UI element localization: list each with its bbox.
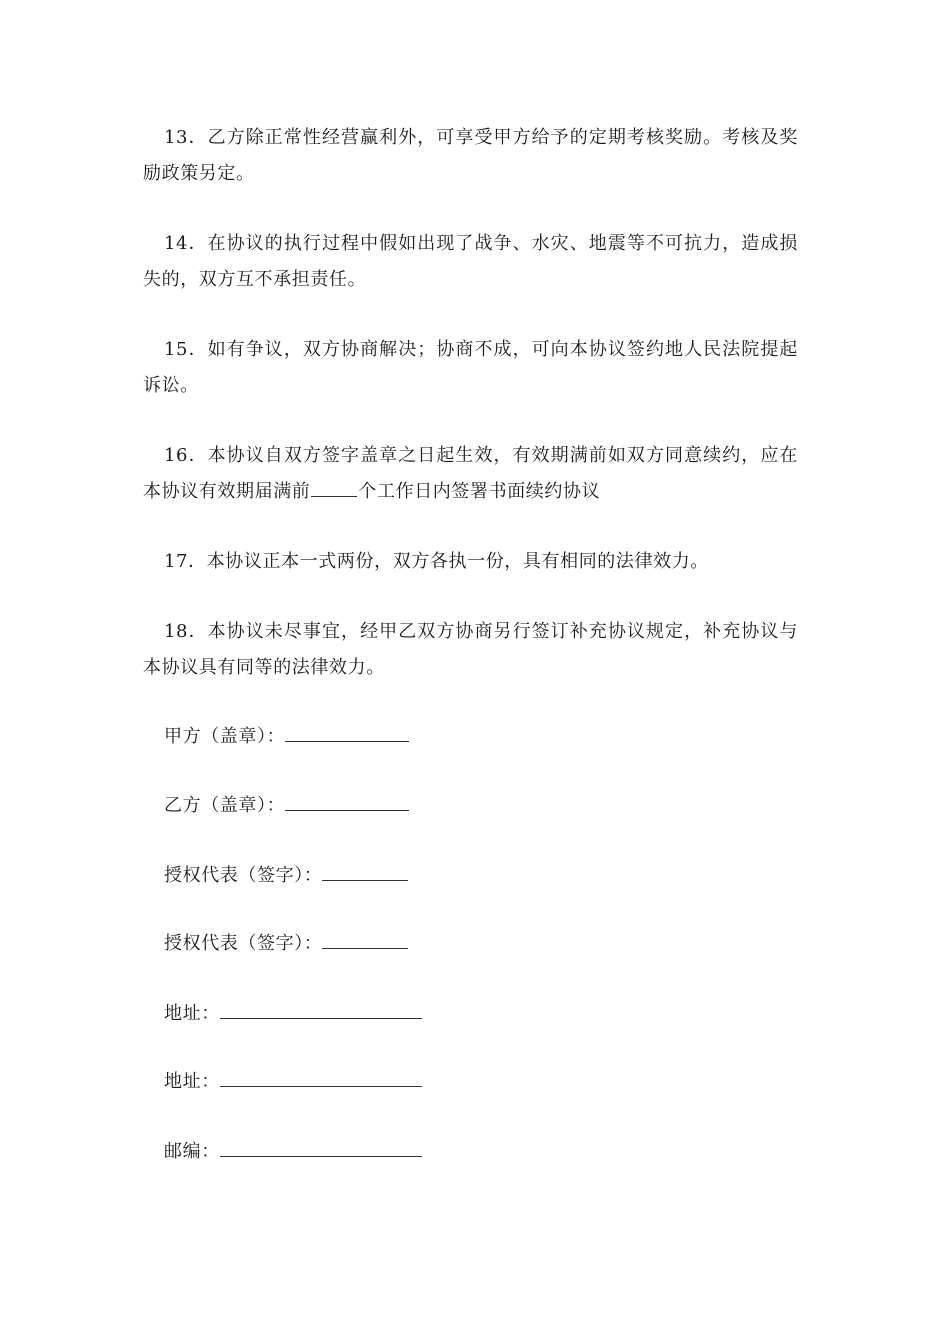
authorized-rep-label-1: 授权代表（签字）： [164, 865, 323, 886]
authorized-rep-field-1 [164, 862, 408, 889]
address-blank-2[interactable] [220, 1068, 422, 1087]
address-label-1: 地址： [164, 1003, 220, 1024]
clause-15: 15．如有争议，双方协商解决；协商不成，可向本协议签约地人民法院提起诉讼。 [143, 339, 798, 396]
clause-16-text-before: 16．本协议自双方签字盖章之日起生效，有效期满前如双方同意续约，应在本协议有效期届满前 [143, 445, 798, 502]
party-a-seal-field [164, 723, 409, 750]
party-b-seal-blank[interactable] [285, 792, 409, 811]
authorized-rep-label-2: 授权代表（签字）： [164, 933, 323, 954]
party-b-seal-label: 乙方（盖章）： [164, 795, 286, 816]
clause-13: 13．乙方除正常性经营赢利外，可享受甲方给予的定期考核奖励。考核及奖励政策另定。 [143, 127, 798, 184]
authorized-rep-blank-1[interactable] [322, 862, 408, 881]
clause-17: 17．本协议正本一式两份，双方各执一份，具有相同的法律效力。 [164, 551, 709, 572]
party-b-seal-field [164, 792, 409, 819]
postcode-label: 邮编： [164, 1141, 220, 1162]
address-field-1 [164, 1000, 422, 1027]
clause-16-text-after: 个工作日内签署书面续约协议 [358, 481, 601, 502]
address-blank-1[interactable] [220, 1000, 422, 1019]
address-field-2 [164, 1068, 422, 1095]
clause-14: 14．在协议的执行过程中假如出现了战争、水灾、地震等不可抗力，造成损失的，双方互不承担责任。 [143, 233, 798, 290]
party-a-seal-label: 甲方（盖章）： [164, 726, 286, 747]
authorized-rep-blank-2[interactable] [322, 930, 408, 949]
renewal-days-blank[interactable] [311, 480, 357, 497]
address-label-2: 地址： [164, 1071, 220, 1092]
clause-18: 18．本协议未尽事宜，经甲乙双方协商另行签订补充协议规定，补充协议与本协议具有同等的法律效力。 [143, 621, 798, 678]
postcode-blank[interactable] [220, 1138, 422, 1157]
clause-16 [143, 438, 798, 510]
party-a-seal-blank[interactable] [285, 723, 409, 742]
authorized-rep-field-2 [164, 930, 408, 957]
postcode-field [164, 1138, 422, 1165]
